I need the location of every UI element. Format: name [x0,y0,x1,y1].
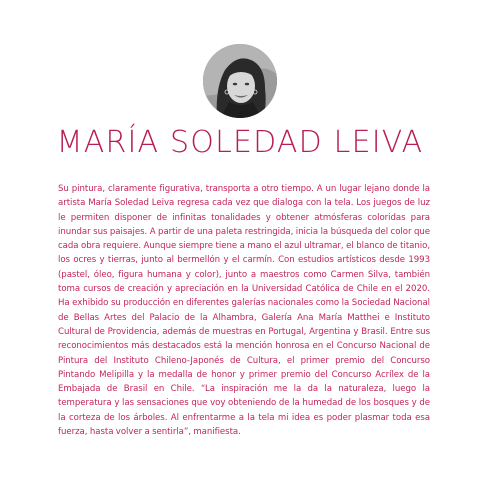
portrait-photo-icon [203,44,277,118]
artist-portrait [203,44,277,118]
artist-name: MARÍA SOLEDAD LEIVA [56,125,424,160]
artist-biography: Su pintura, claramente figurativa, transporta a otro tiempo. A un lugar lejano donde la artista María Soledad Leiva regresa cada vez que dialoga con la tela. Los juegos de luz le permiten disponer de infinitas tonalidades y obtener atmósferas coloridas para inundar sus paisajes. A partir de una paleta restringida, inicia la búsqueda del color que cada obra requiere. Aunque siempre tiene a mano el azul ultramar, el blanco de titanio, los ocres y tierras, junto al bermellón y el carmín. Con estudios artísticos desde 1993 (pastel, óleo, figura humana y color), junto a maestros como Carmen Silva, también toma cursos de creación y apreciación en la Universidad Católica de Chile en el 2020. Ha exhibido su producción en diferentes galerías nacionales como la Sociedad Nacional de Bellas Artes del Palacio de la Alhambra, Galería Ana María Matthei e Instituto Cultural de Providencia, además de muestras en Portugal, Argentina y Brasil. Entre sus reconocimientos más destacados está la mención honrosa en el Concurso Nacional de Pintura del Instituto Chileno-Japonés de Cultura, el primer premio del Concurso Pintando Melipilla y la medalla de honor y primer premio del Concurso Acrílex de la Embajada de Brasil en Chile. “La inspiración me la da la naturaleza, luego la temperatura y las sensaciones que voy obteniendo de la humedad de los bosques y de la corteza de los árboles. Al enfrentarme a la tela mi idea es poder plasmar toda esa fuerza, hasta volver a sentirla”, manifiesta. [58,184,430,438]
